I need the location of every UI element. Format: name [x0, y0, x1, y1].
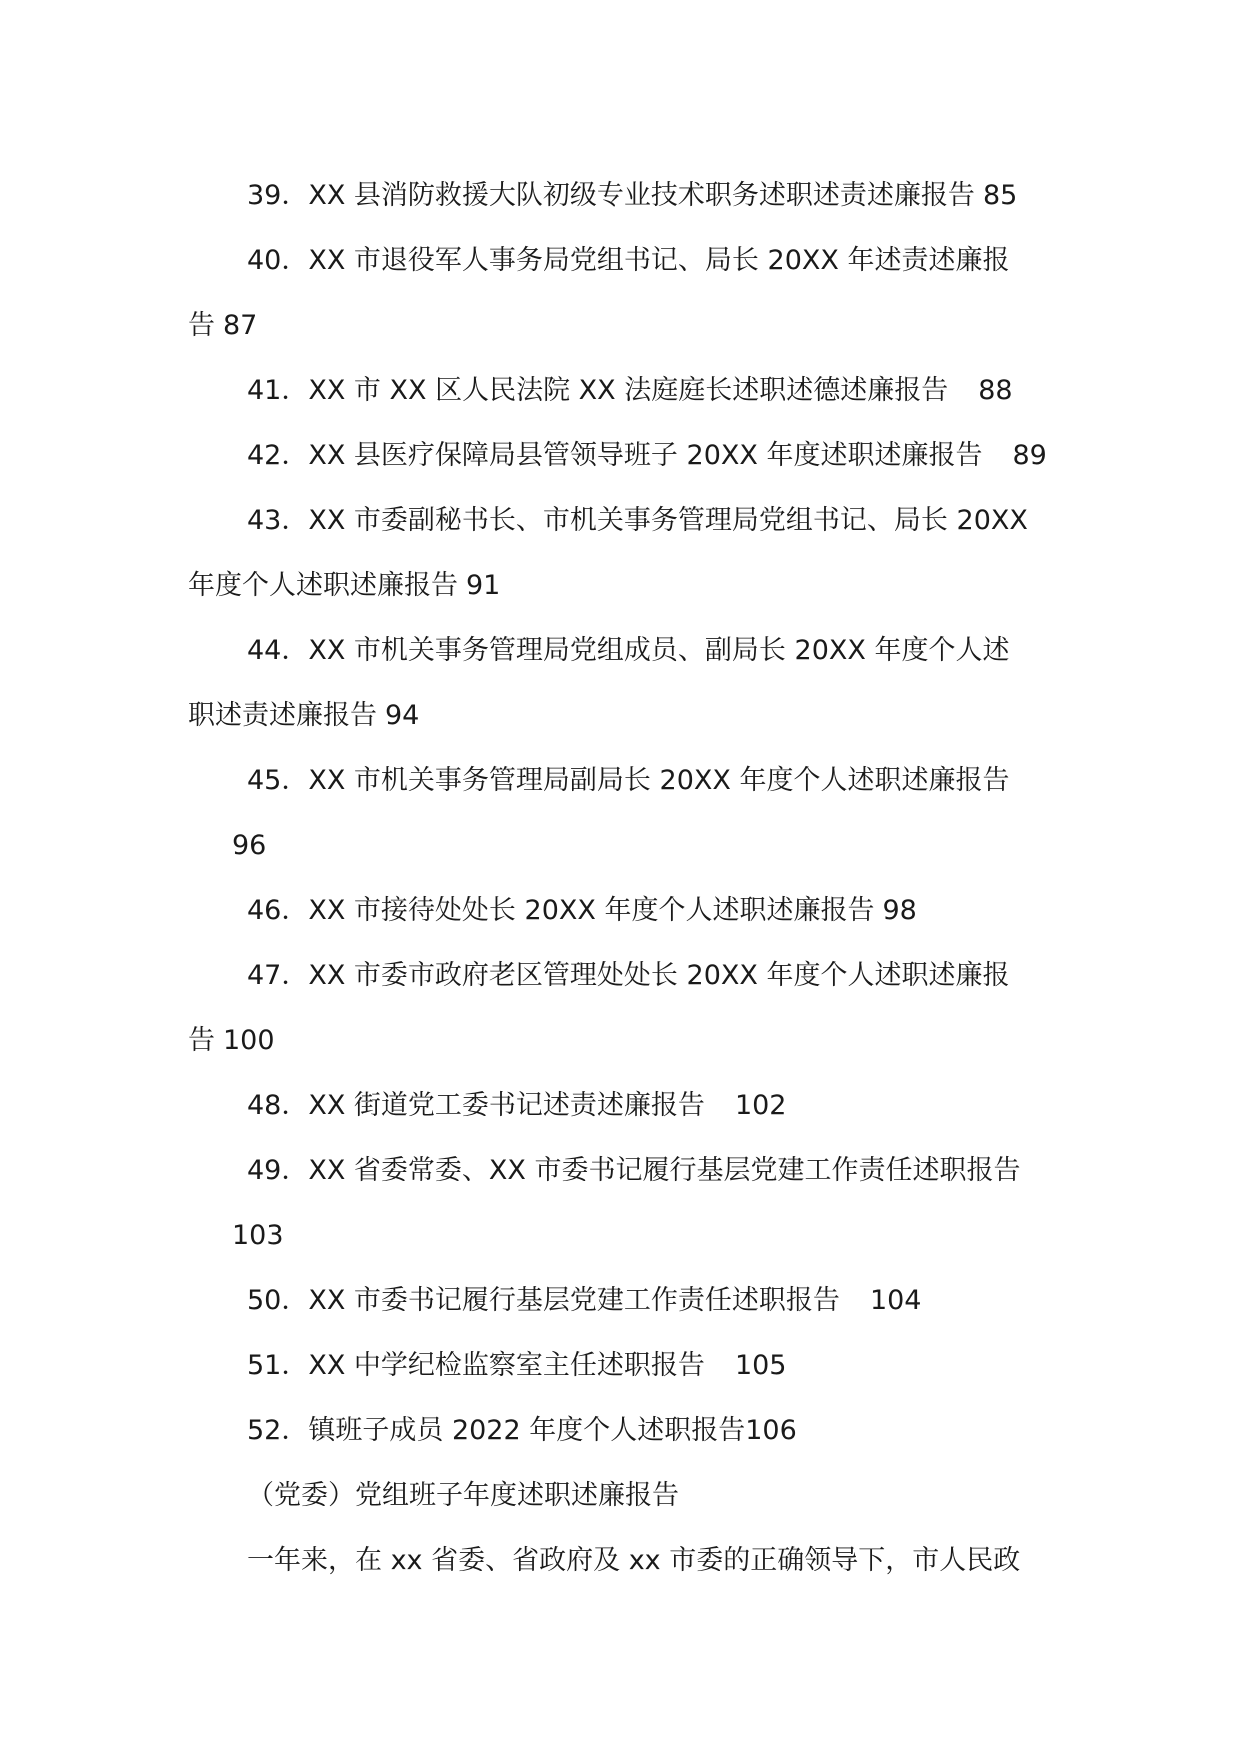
- toc-entry-49-cont[interactable]: [232, 1218, 284, 1254]
- toc-entry-40[interactable]: [247, 243, 1009, 279]
- toc-entry-title-cont: 告: [188, 310, 215, 341]
- section-heading: （党委）党组班子年度述职述廉报告: [247, 1480, 679, 1511]
- toc-page-number: 98: [882, 895, 917, 926]
- toc-entry-title-cont: 职述责述廉报告: [188, 700, 377, 731]
- toc-page-number: 100: [223, 1025, 275, 1056]
- toc-entry-title: 48．XX 街道党工委书记述责述廉报告: [247, 1090, 705, 1121]
- toc-entry-title-cont: 年度个人述职述廉报告: [188, 570, 458, 601]
- toc-page-number: 91: [466, 570, 501, 601]
- toc-page-number: 103: [232, 1220, 284, 1251]
- toc-entry-title: 43．XX 市委副秘书长、市机关事务管理局党组书记、局长 20XX: [247, 505, 1028, 536]
- toc-page-number: 87: [223, 310, 258, 341]
- toc-entry-44[interactable]: [247, 633, 1009, 669]
- toc-entry-39[interactable]: [247, 178, 1017, 214]
- toc-entry-title: 46．XX 市接待处处长 20XX 年度个人述职述廉报告: [247, 895, 875, 926]
- toc-entry-title: 39．XX 县消防救援大队初级专业技术职务述职述责述廉报告: [247, 180, 975, 211]
- toc-entry-title: 42．XX 县医疗保障局县管领导班子 20XX 年度述职述廉报告: [247, 440, 983, 471]
- toc-page-number: 89: [1012, 440, 1047, 471]
- toc-entry-title: 45．XX 市机关事务管理局副局长 20XX 年度个人述职述廉报告: [247, 765, 1010, 796]
- toc-entry-title: 44．XX 市机关事务管理局党组成员、副局长 20XX 年度个人述: [247, 635, 1010, 666]
- toc-entry-51[interactable]: [247, 1348, 786, 1384]
- toc-page-number: 102: [734, 1090, 787, 1121]
- toc-page-number: 94: [385, 700, 420, 731]
- toc-entry-title-cont: 告: [188, 1025, 215, 1056]
- toc-entry-43[interactable]: [247, 503, 1028, 539]
- toc-entry-46[interactable]: [247, 893, 917, 929]
- body-paragraph: 一年来，在 xx 省委、省政府及 xx 市委的正确领导下，市人民政: [247, 1545, 1021, 1576]
- toc-page-number: 104: [869, 1285, 922, 1316]
- toc-entry-50[interactable]: [247, 1283, 921, 1319]
- toc-page-number: 106: [745, 1415, 797, 1446]
- toc-entry-title: 49．XX 省委常委、XX 市委书记履行基层党建工作责任述职报告: [247, 1155, 1021, 1186]
- toc-entry-title: 41．XX 市 XX 区人民法院 XX 法庭庭长述职述德述廉报告: [247, 375, 949, 406]
- toc-entry-title: 40．XX 市退役军人事务局党组书记、局长 20XX 年述责述廉报: [247, 245, 1010, 276]
- toc-entry-title: 51．XX 中学纪检监察室主任述职报告: [247, 1350, 705, 1381]
- toc-page-number: 105: [734, 1350, 787, 1381]
- toc-entry-title: 50．XX 市委书记履行基层党建工作责任述职报告: [247, 1285, 840, 1316]
- toc-page-number: 96: [232, 830, 267, 861]
- toc-entry-43-cont[interactable]: [188, 568, 500, 604]
- toc-entry-52[interactable]: [247, 1413, 797, 1449]
- toc-page-number: 88: [978, 375, 1013, 406]
- toc-entry-42[interactable]: [247, 438, 1047, 474]
- toc-entry-45[interactable]: [247, 763, 1009, 799]
- toc-entry-47-cont[interactable]: [188, 1023, 275, 1059]
- toc-entry-48[interactable]: [247, 1088, 786, 1124]
- toc-entry-40-cont[interactable]: [188, 308, 257, 344]
- toc-page-number: 85: [982, 180, 1018, 211]
- toc-entry-45-cont[interactable]: [232, 828, 266, 864]
- toc-entry-title: 52．镇班子成员 2022 年度个人述职报告: [247, 1415, 746, 1446]
- toc-entry-49[interactable]: [247, 1153, 1021, 1189]
- toc-entry-41[interactable]: [247, 373, 1013, 409]
- toc-entry-44-cont[interactable]: [188, 698, 419, 734]
- toc-entry-47[interactable]: [247, 958, 1009, 994]
- toc-entry-title: 47．XX 市委市政府老区管理处处长 20XX 年度个人述职述廉报: [247, 960, 1010, 991]
